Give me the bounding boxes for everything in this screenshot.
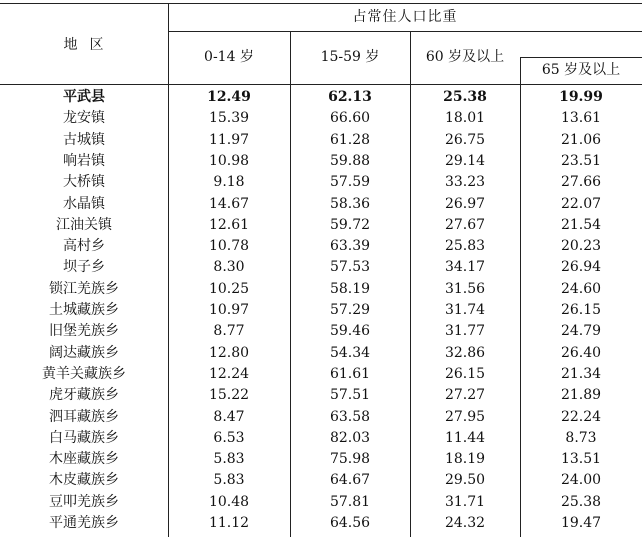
subheader-65-rule	[520, 57, 642, 58]
row-value-col1: 12.80	[208, 344, 250, 361]
col-header-0-14: 0-14 岁	[204, 49, 254, 65]
row-region-name: 土城藏族乡	[49, 302, 119, 318]
row-value-col4: 21.89	[560, 387, 602, 404]
row-value-col1: 14.67	[208, 195, 250, 212]
table-top-rule	[0, 3, 642, 4]
row-value-col4: 21.34	[560, 365, 602, 382]
row-region-name: 虎牙藏族乡	[49, 387, 119, 404]
row-value-col4: 25.38	[560, 493, 602, 510]
header-bottom-rule	[0, 84, 642, 85]
row-value-col1: 15.22	[208, 387, 250, 404]
row-value-col1: 15.39	[208, 110, 250, 127]
row-value-col4: 21.54	[560, 216, 602, 233]
row-value-col3: 25.83	[444, 238, 486, 255]
row-value-col2: 57.59	[329, 174, 371, 191]
row-region-name: 旧堡羌族乡	[49, 323, 119, 340]
row-value-col3: 27.27	[444, 387, 486, 404]
region-header: 地 区	[63, 37, 105, 53]
row-value-col1: 8.30	[213, 259, 245, 276]
row-value-col4: 22.07	[560, 195, 602, 212]
group-header-rule	[168, 31, 642, 32]
row-value-col3: 18.01	[444, 110, 486, 127]
row-region-name: 木皮藏族乡	[49, 472, 119, 489]
row-value-col4: 20.23	[560, 238, 602, 255]
row-value-col2: 57.53	[329, 259, 371, 276]
row-region-name: 龙安镇	[63, 110, 105, 127]
row-value-col2: 66.60	[329, 110, 371, 127]
row-value-col2: 75.98	[329, 451, 371, 468]
row-value-col2: 63.39	[329, 238, 371, 255]
row-value-col2: 64.56	[329, 515, 371, 531]
row-region-name: 大桥镇	[63, 174, 105, 191]
row-value-col3: 26.75	[444, 131, 486, 148]
row-value-col4: 13.51	[560, 451, 602, 468]
row-value-col2: 82.03	[329, 429, 371, 446]
row-value-col2: 57.81	[329, 493, 371, 510]
row-value-col1: 6.53	[213, 429, 245, 446]
row-value-col2: 59.88	[329, 152, 371, 169]
row-value-col2: 64.67	[329, 472, 371, 489]
row-region-name: 响岩镇	[63, 152, 105, 169]
row-region-name: 平通羌族乡	[49, 515, 119, 531]
row-value-col3: 29.14	[444, 152, 486, 169]
row-region-name: 阔达藏族乡	[49, 344, 119, 361]
row-value-col3: 31.74	[444, 302, 486, 318]
row-value-col2: 63.58	[329, 408, 371, 425]
row-value-col3: 11.44	[444, 429, 486, 446]
row-region-name: 木座藏族乡	[49, 451, 119, 468]
row-region-name: 泗耳藏族乡	[49, 408, 119, 425]
row-value-col3: 18.19	[444, 451, 486, 468]
row-value-col2: 59.72	[329, 216, 371, 233]
row-region-name: 平武县	[63, 89, 105, 105]
row-value-col1: 10.98	[208, 152, 250, 169]
row-value-col4: 19.47	[560, 515, 602, 531]
row-region-name: 豆叩羌族乡	[49, 493, 119, 510]
row-value-col3: 34.17	[444, 259, 486, 276]
row-value-col4: 13.61	[560, 110, 602, 127]
row-value-col3: 24.32	[444, 515, 486, 531]
row-value-col3: 29.50	[444, 472, 486, 489]
row-value-col4: 24.00	[560, 472, 602, 489]
row-value-col4: 27.66	[560, 174, 602, 191]
row-value-col2: 62.13	[328, 89, 372, 105]
row-value-col1: 10.97	[208, 302, 250, 318]
row-value-col3: 31.71	[444, 493, 486, 510]
row-value-col1: 12.61	[208, 216, 250, 233]
row-region-name: 江油关镇	[56, 216, 112, 233]
row-region-name: 坝子乡	[63, 259, 105, 276]
col-header-15-59: 15-59 岁	[320, 49, 380, 65]
row-value-col1: 10.48	[208, 493, 250, 510]
row-value-col4: 24.79	[560, 323, 602, 340]
row-region-name: 古城镇	[63, 131, 105, 148]
row-value-col1: 5.83	[213, 472, 245, 489]
row-value-col3: 31.56	[444, 280, 486, 297]
row-value-col2: 57.29	[329, 302, 371, 318]
row-value-col3: 26.97	[444, 195, 486, 212]
row-value-col1: 8.47	[213, 408, 245, 425]
row-value-col1: 8.77	[213, 323, 245, 340]
row-value-col3: 27.67	[444, 216, 486, 233]
row-value-col3: 26.15	[444, 365, 486, 382]
row-value-col2: 54.34	[329, 344, 371, 361]
row-value-col3: 25.38	[443, 89, 487, 105]
row-value-col3: 27.95	[444, 408, 486, 425]
row-value-col3: 31.77	[444, 323, 486, 340]
row-value-col1: 11.12	[208, 515, 250, 531]
row-value-col1: 12.49	[207, 89, 251, 105]
col-header-65-plus: 65 岁及以上	[541, 62, 621, 78]
row-region-name: 高村乡	[63, 238, 105, 255]
row-region-name: 锁江羌族乡	[49, 280, 119, 297]
row-value-col4: 19.99	[559, 89, 603, 105]
row-value-col4: 26.15	[560, 302, 602, 318]
row-value-col3: 32.86	[444, 344, 486, 361]
row-value-col4: 8.73	[565, 429, 597, 446]
row-value-col4: 26.40	[560, 344, 602, 361]
row-value-col1: 11.97	[208, 131, 250, 148]
row-value-col2: 61.28	[329, 131, 371, 148]
row-value-col2: 57.51	[329, 387, 371, 404]
group-header: 占常住人口比重	[352, 9, 458, 25]
row-value-col2: 58.19	[329, 280, 371, 297]
row-value-col1: 9.18	[213, 174, 245, 191]
row-value-col1: 10.25	[208, 280, 250, 297]
row-region-name: 水晶镇	[63, 195, 105, 212]
row-value-col2: 58.36	[329, 195, 371, 212]
row-region-name: 白马藏族乡	[49, 429, 119, 446]
row-value-col2: 59.46	[329, 323, 371, 340]
row-value-col4: 22.24	[560, 408, 602, 425]
row-value-col1: 12.24	[208, 365, 250, 382]
col-header-60-plus: 60 岁及以上	[425, 49, 505, 65]
row-value-col4: 23.51	[560, 152, 602, 169]
row-region-name: 黄羊关藏族乡	[42, 365, 126, 382]
row-value-col3: 33.23	[444, 174, 486, 191]
row-value-col1: 10.78	[208, 238, 250, 255]
row-value-col1: 5.83	[213, 451, 245, 468]
row-value-col4: 24.60	[560, 280, 602, 297]
row-value-col2: 61.61	[329, 365, 371, 382]
row-value-col4: 26.94	[560, 259, 602, 276]
row-value-col4: 21.06	[560, 131, 602, 148]
